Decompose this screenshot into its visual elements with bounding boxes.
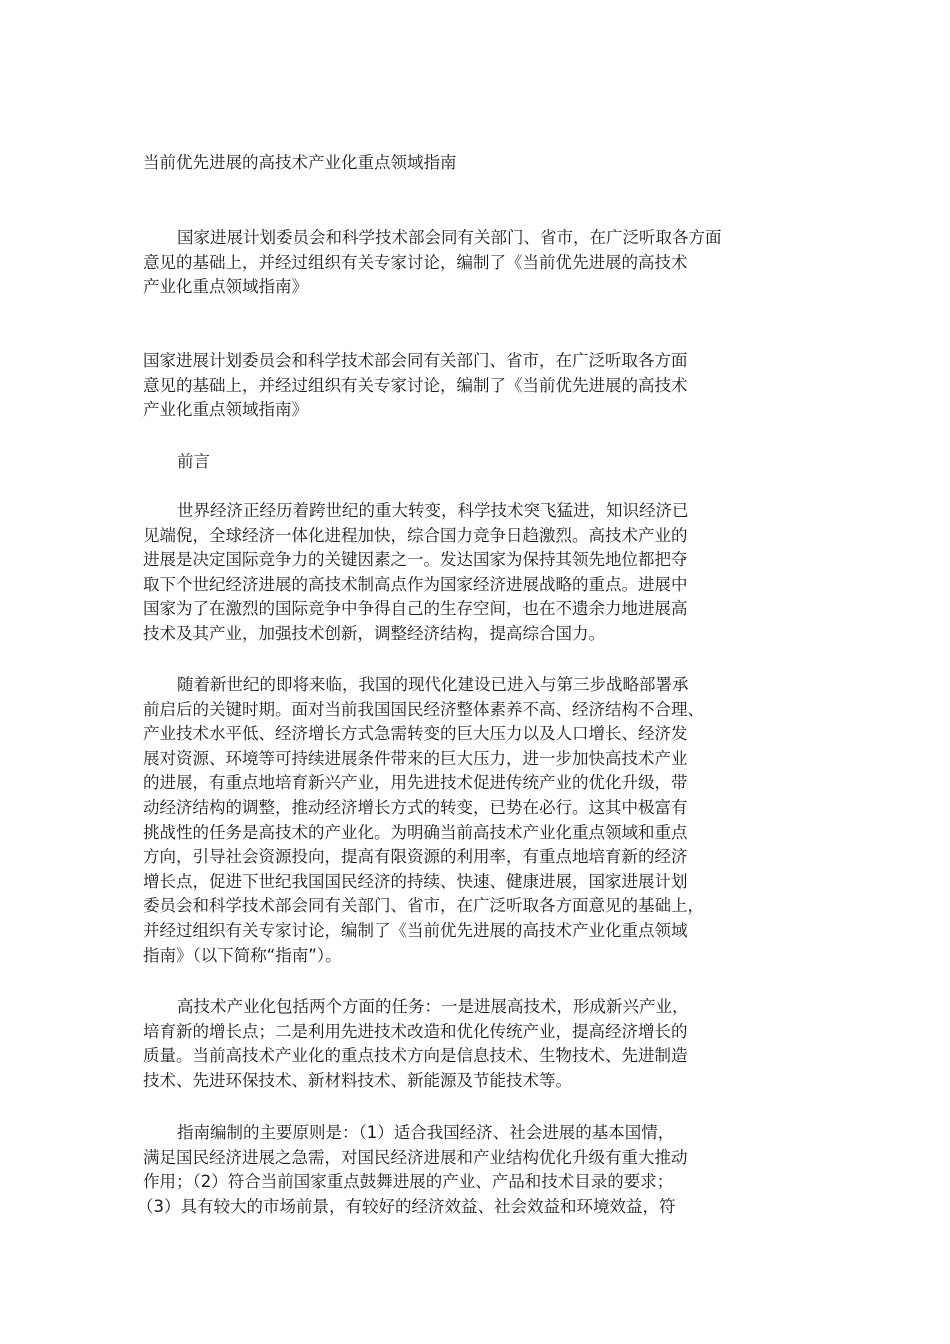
text-line: 世界经济正经历着跨世纪的重大转变，科学技术突飞猛进，知识经济已 (177, 501, 689, 520)
text-line: 国家为了在激烈的国际竞争中争得自己的生存空间，也在不遗余力地进展高 (143, 599, 688, 619)
text-line: 见端倪，全球经济一体化进程加快，综合国力竞争日趋激烈。高技术产业的 (143, 525, 688, 545)
text-line: （3）具有较大的市场前景，有较好的经济效益、社会效益和环境效益，符 (137, 1196, 676, 1216)
text-line: 动经济结构的调整，推动经济增长方式的转变，已势在必行。这其中极富有 (143, 797, 688, 817)
text-line: 随着新世纪的即将来临，我国的现代化建设已进入与第三步战略部署承 (177, 675, 689, 694)
text-line: 展对资源、环境等可持续进展条件带来的巨大压力，进一步加快高技术产业 (143, 748, 688, 768)
text-line: 满足国民经济进展之急需，对国民经济进展和产业结构优化升级有重大推动 (143, 1147, 688, 1167)
text-line: 国家进展计划委员会和科学技术部会同有关部门、省市，在广泛听取各方面 (177, 228, 722, 247)
text-line: 作用；（2）符合当前国家重点鼓舞进展的产业、产品和技术目录的要求； (143, 1172, 674, 1192)
text-line: 委员会和科学技术部会同有关部门、省市，在广泛听取各方面意见的基础上， (143, 896, 704, 916)
text-line: 技术及其产业，加强技术创新，调整经济结构，提高综合国力。 (143, 623, 605, 643)
preface-heading-text: 前言 (177, 452, 210, 471)
text-line: 进展是决定国际竞争力的关键因素之一。发达国家为保持其领先地位都把夺 (143, 550, 688, 570)
text-line: 指南》（以下简称“指南”）。 (143, 945, 342, 965)
text-line: 国家进展计划委员会和科学技术部会同有关部门、省市，在广泛听取各方面 (143, 351, 688, 370)
text-line: 意见的基础上，并经过组织有关专家讨论，编制了《当前优先进展的高技术 (143, 375, 688, 395)
text-line: 产业化重点领域指南》 (143, 400, 308, 420)
intro-paragraph-indented (143, 226, 733, 300)
paragraph-1 (143, 499, 733, 647)
paragraph-2 (143, 673, 733, 968)
text-line: 意见的基础上，并经过组织有关专家讨论，编制了《当前优先进展的高技术 (143, 252, 688, 272)
text-line: 产业技术水平低、经济增长方式急需转变的巨大压力以及人口增长、经济发 (143, 724, 688, 744)
text-line: 并经过组织有关专家讨论，编制了《当前优先进展的高技术产业化重点领域 (143, 920, 688, 940)
text-line: 高技术产业化包括两个方面的任务：一是进展高技术，形成新兴产业， (177, 997, 689, 1016)
text-line: 技术、先进环保技术、新材料技术、新能源及节能技术等。 (143, 1070, 572, 1090)
text-line: 前启后的关键时期。面对当前我国国民经济整体素养不高、经济结构不合理、 (143, 699, 704, 719)
text-line: 增长点，促进下世纪我国国民经济的持续、快速、健康进展，国家进展计划 (143, 871, 688, 891)
text-line: 取下个世纪经济进展的高技术制高点作为国家经济进展战略的重点。进展中 (143, 574, 688, 594)
text-line: 方向，引导社会资源投向，提高有限资源的利用率，有重点地培育新的经济 (143, 847, 688, 867)
document-title: 当前优先进展的高技术产业化重点领域指南 (143, 153, 457, 172)
paragraph-4 (137, 1121, 733, 1219)
text-line: 的进展，有重点地培育新兴产业，用先进技术促进传统产业的优化升级，带 (143, 773, 688, 793)
intro-paragraph-plain (143, 349, 733, 423)
paragraph-3 (143, 995, 733, 1093)
text-line: 培育新的增长点；二是利用先进技术改造和优化传统产业，提高经济增长的 (143, 1021, 688, 1041)
text-line: 质量。当前高技术产业化的重点技术方向是信息技术、生物技术、先进制造 (143, 1046, 688, 1066)
preface-heading (143, 450, 733, 475)
text-line: 指南编制的主要原则是：（1）适合我国经济、社会进展的基本国情， (177, 1123, 675, 1142)
text-line: 挑战性的任务是高技术的产业化。为明确当前高技术产业化重点领域和重点 (143, 822, 688, 842)
text-line: 产业化重点领域指南》 (143, 277, 308, 297)
